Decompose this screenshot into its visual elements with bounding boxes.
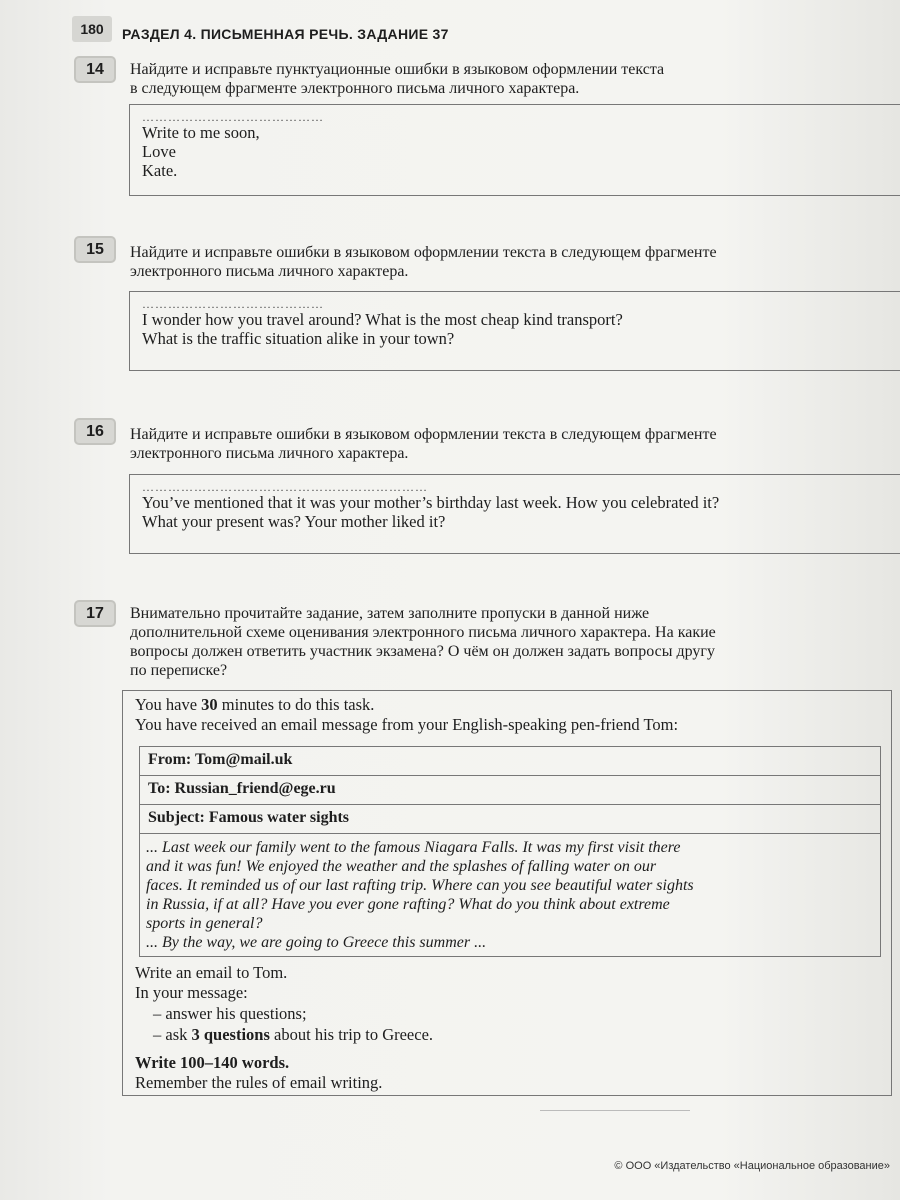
email-subject: Subject: Famous water sights [140, 805, 880, 834]
divider [540, 1110, 690, 1111]
task-16-fragment-box [129, 474, 900, 554]
intro-text: minutes to do this task. [217, 695, 375, 714]
fragment-line: Kate. [142, 161, 178, 180]
word-count-line: Write 100–140 words. [135, 1053, 290, 1072]
fragment-dots: …………………………………… [142, 297, 324, 311]
instruction-line: в следующем фрагменте электронного письма личного характера. [130, 80, 580, 97]
intro-minutes: 30 [201, 695, 218, 714]
task-15-badge: 15 [74, 236, 116, 263]
bullet-text: – ask [153, 1025, 192, 1044]
fragment-line: What your present was? Your mother liked it? [142, 512, 446, 531]
instruction-line: вопросы должен ответить участник экзамена? О чём он должен задать вопросы другу [130, 643, 715, 660]
bullet-text: about his trip to Greece. [269, 1025, 434, 1044]
email-from: From: Tom@mail.uk [140, 747, 880, 776]
task-16-instruction [130, 425, 900, 463]
fragment-dots: ………………………………………………………… [142, 480, 428, 494]
email-to: To: Russian_friend@ege.ru [140, 776, 880, 805]
copyright: © ООО «Издательство «Национальное образование» [614, 1160, 890, 1172]
task-14-fragment-box [129, 104, 900, 196]
intro-text: You have [135, 695, 202, 714]
remember-line: Remember the rules of email writing. [135, 1073, 383, 1092]
task-14-instruction [130, 60, 900, 98]
write-to-line: Write an email to Tom. [135, 963, 288, 982]
task-16-badge: 16 [74, 418, 116, 445]
task-15-instruction [130, 243, 900, 281]
instruction-line: электронного письма личного характера. [130, 263, 409, 280]
email-body-line: in Russia, if at all? Have you ever gone rafting? What do you think about extreme [146, 896, 670, 913]
fragment-line: Love [142, 142, 176, 161]
fragment-line: What is the traffic situation alike in your town? [142, 329, 455, 348]
fragment-line: Write to me soon, [142, 123, 260, 142]
email-body-line: and it was fun! We enjoyed the weather and the splashes of falling water on our [146, 858, 657, 875]
task-15-fragment-box [129, 291, 900, 371]
instruction-line: Найдите и исправьте ошибки в языковом оформлении текста в следующем фрагменте [130, 426, 717, 443]
email-body-line: ... Last week our family went to the famous Niagara Falls. It was my first visit there [146, 839, 681, 856]
instruction-line: дополнительной схеме оценивания электронного письма личного характера. На какие [130, 624, 716, 641]
bullet-ask [153, 1025, 433, 1045]
email-body [140, 834, 880, 956]
email-body-line: sports in general? [146, 915, 263, 932]
bullet-answer: – answer his questions; [153, 1004, 307, 1023]
instruction-line: Найдите и исправьте пунктуационные ошибки в языковом оформлении текста [130, 61, 665, 78]
task-14-badge: 14 [74, 56, 116, 83]
instruction-line: Найдите и исправьте ошибки в языковом оформлении текста в следующем фрагменте [130, 244, 717, 261]
instruction-line: по переписке? [130, 662, 228, 679]
instruction-line: Внимательно прочитайте задание, затем заполните пропуски в данной ниже [130, 605, 650, 622]
section-title: РАЗДЕЛ 4. ПИСЬМЕННАЯ РЕЧЬ. ЗАДАНИЕ 37 [122, 26, 449, 42]
email-body-line: faces. It reminded us of our last rafting trip. Where can you see beautiful water sights [146, 877, 694, 894]
in-message-line: In your message: [135, 983, 248, 1002]
task-17-instruction [130, 604, 900, 680]
bullet-bold: 3 questions [191, 1025, 270, 1044]
page-number: 180 [72, 16, 112, 42]
fragment-line: I wonder how you travel around? What is the most cheap kind transport? [142, 310, 623, 329]
task-17-badge: 17 [74, 600, 116, 627]
intro-line-1 [135, 695, 374, 715]
intro-line-2: You have received an email message from your English-speaking pen-friend Tom: [135, 715, 679, 734]
email-body-line: ... By the way, we are going to Greece this summer ... [146, 934, 487, 951]
instruction-line: электронного письма личного характера. [130, 445, 409, 462]
fragment-line: You’ve mentioned that it was your mother’s birthday last week. How you celebrated it? [142, 493, 720, 512]
fragment-dots: …………………………………… [142, 110, 324, 124]
email-message [139, 746, 881, 957]
